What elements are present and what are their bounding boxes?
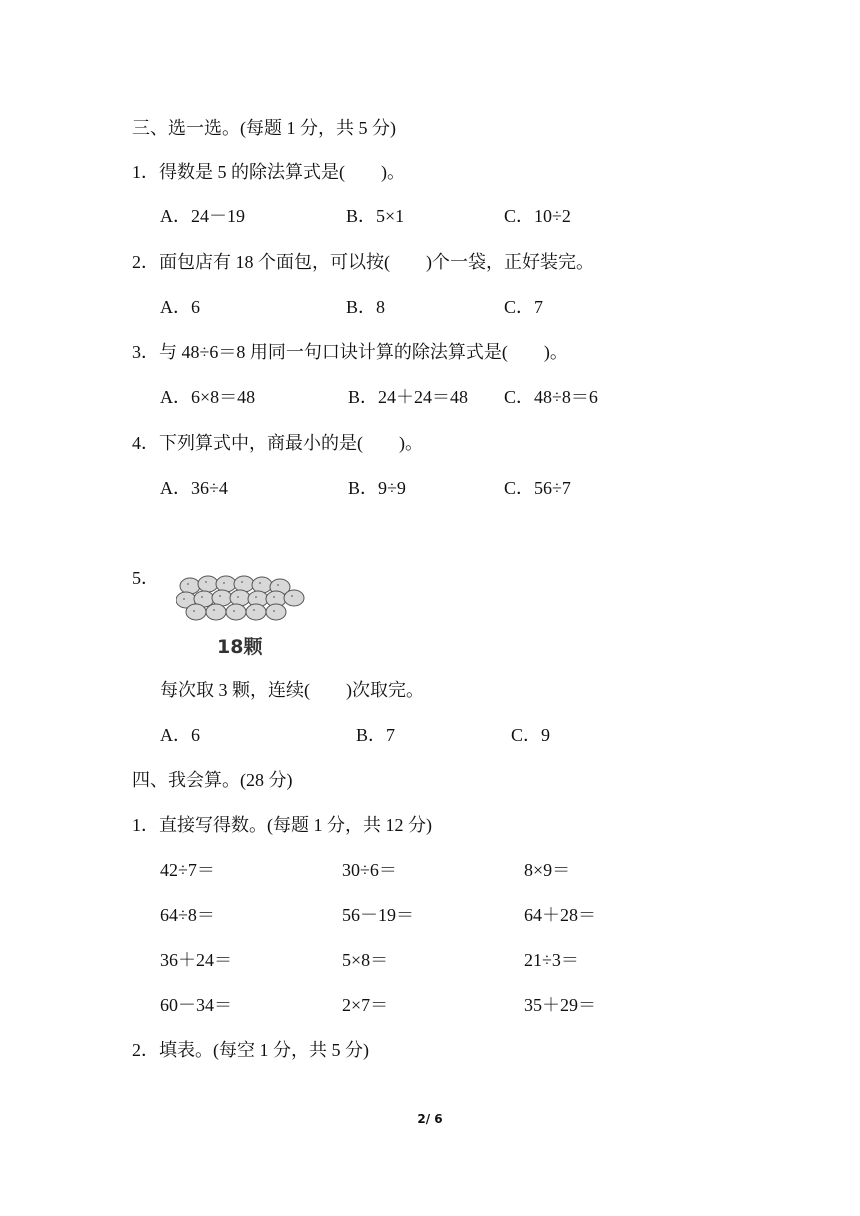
figure-caption: 18颗	[217, 636, 263, 658]
q3-option-a: A．6×8＝48	[160, 387, 256, 407]
q2-option-a: A．6	[160, 297, 200, 317]
q2-option-b: B．8	[346, 297, 386, 317]
q4-option-c: C．56÷7	[504, 478, 571, 498]
calc-item: 36＋24＝	[160, 950, 232, 970]
q4-option-b: B．9÷9	[348, 478, 406, 498]
q2-option-c: C．7	[504, 297, 544, 317]
calc-item: 56－19＝	[342, 905, 414, 925]
q5-option-b: B．7	[356, 725, 396, 745]
section-4-heading: 四、我会算。(28 分)	[132, 770, 293, 790]
question-1-stem: 1．得数是 5 的除法算式是( )。	[132, 162, 405, 182]
question-3-stem: 3．与 48÷6＝8 用同一句口诀计算的除法算式是( )。	[132, 342, 568, 362]
calc-item: 60－34＝	[160, 995, 232, 1015]
calc-item: 42÷7＝	[160, 860, 215, 880]
q3-option-c: C．48÷8＝6	[504, 387, 598, 407]
calc-item: 2×7＝	[342, 995, 389, 1015]
calc-item: 64＋28＝	[524, 905, 596, 925]
question-5-stem: 5．	[132, 568, 159, 588]
question-5-sub-stem: 每次取 3 颗，连续( )次取完。	[160, 680, 424, 700]
calc-item: 30÷6＝	[342, 860, 397, 880]
q3-option-b: B．24＋24＝48	[348, 387, 469, 407]
q5-option-c: C．9	[511, 725, 551, 745]
calc-item: 64÷8＝	[160, 905, 215, 925]
q4-option-a: A．36÷4	[160, 478, 228, 498]
calc-item: 8×9＝	[524, 860, 571, 880]
q1-option-c: C．10÷2	[504, 206, 571, 226]
q5-option-a: A．6	[160, 725, 200, 745]
calc-item: 21÷3＝	[524, 950, 579, 970]
calc-item: 5×8＝	[342, 950, 389, 970]
q1-option-a: A．24－19	[160, 206, 245, 226]
calc-question-2-stem: 2．填表。(每空 1 分，共 5 分)	[132, 1040, 369, 1060]
calc-item: 35＋29＝	[524, 995, 596, 1015]
question-2-stem: 2．面包店有 18 个面包，可以按( )个一袋，正好装完。	[132, 252, 594, 272]
section-3-heading: 三、选一选。(每题 1 分，共 5 分)	[132, 118, 396, 138]
question-4-stem: 4．下列算式中，商最小的是( )。	[132, 433, 423, 453]
calc-question-1-stem: 1．直接写得数。(每题 1 分，共 12 分)	[132, 815, 432, 835]
q1-option-b: B．5×1	[346, 206, 405, 226]
page-number: 2/ 6	[417, 1112, 443, 1126]
